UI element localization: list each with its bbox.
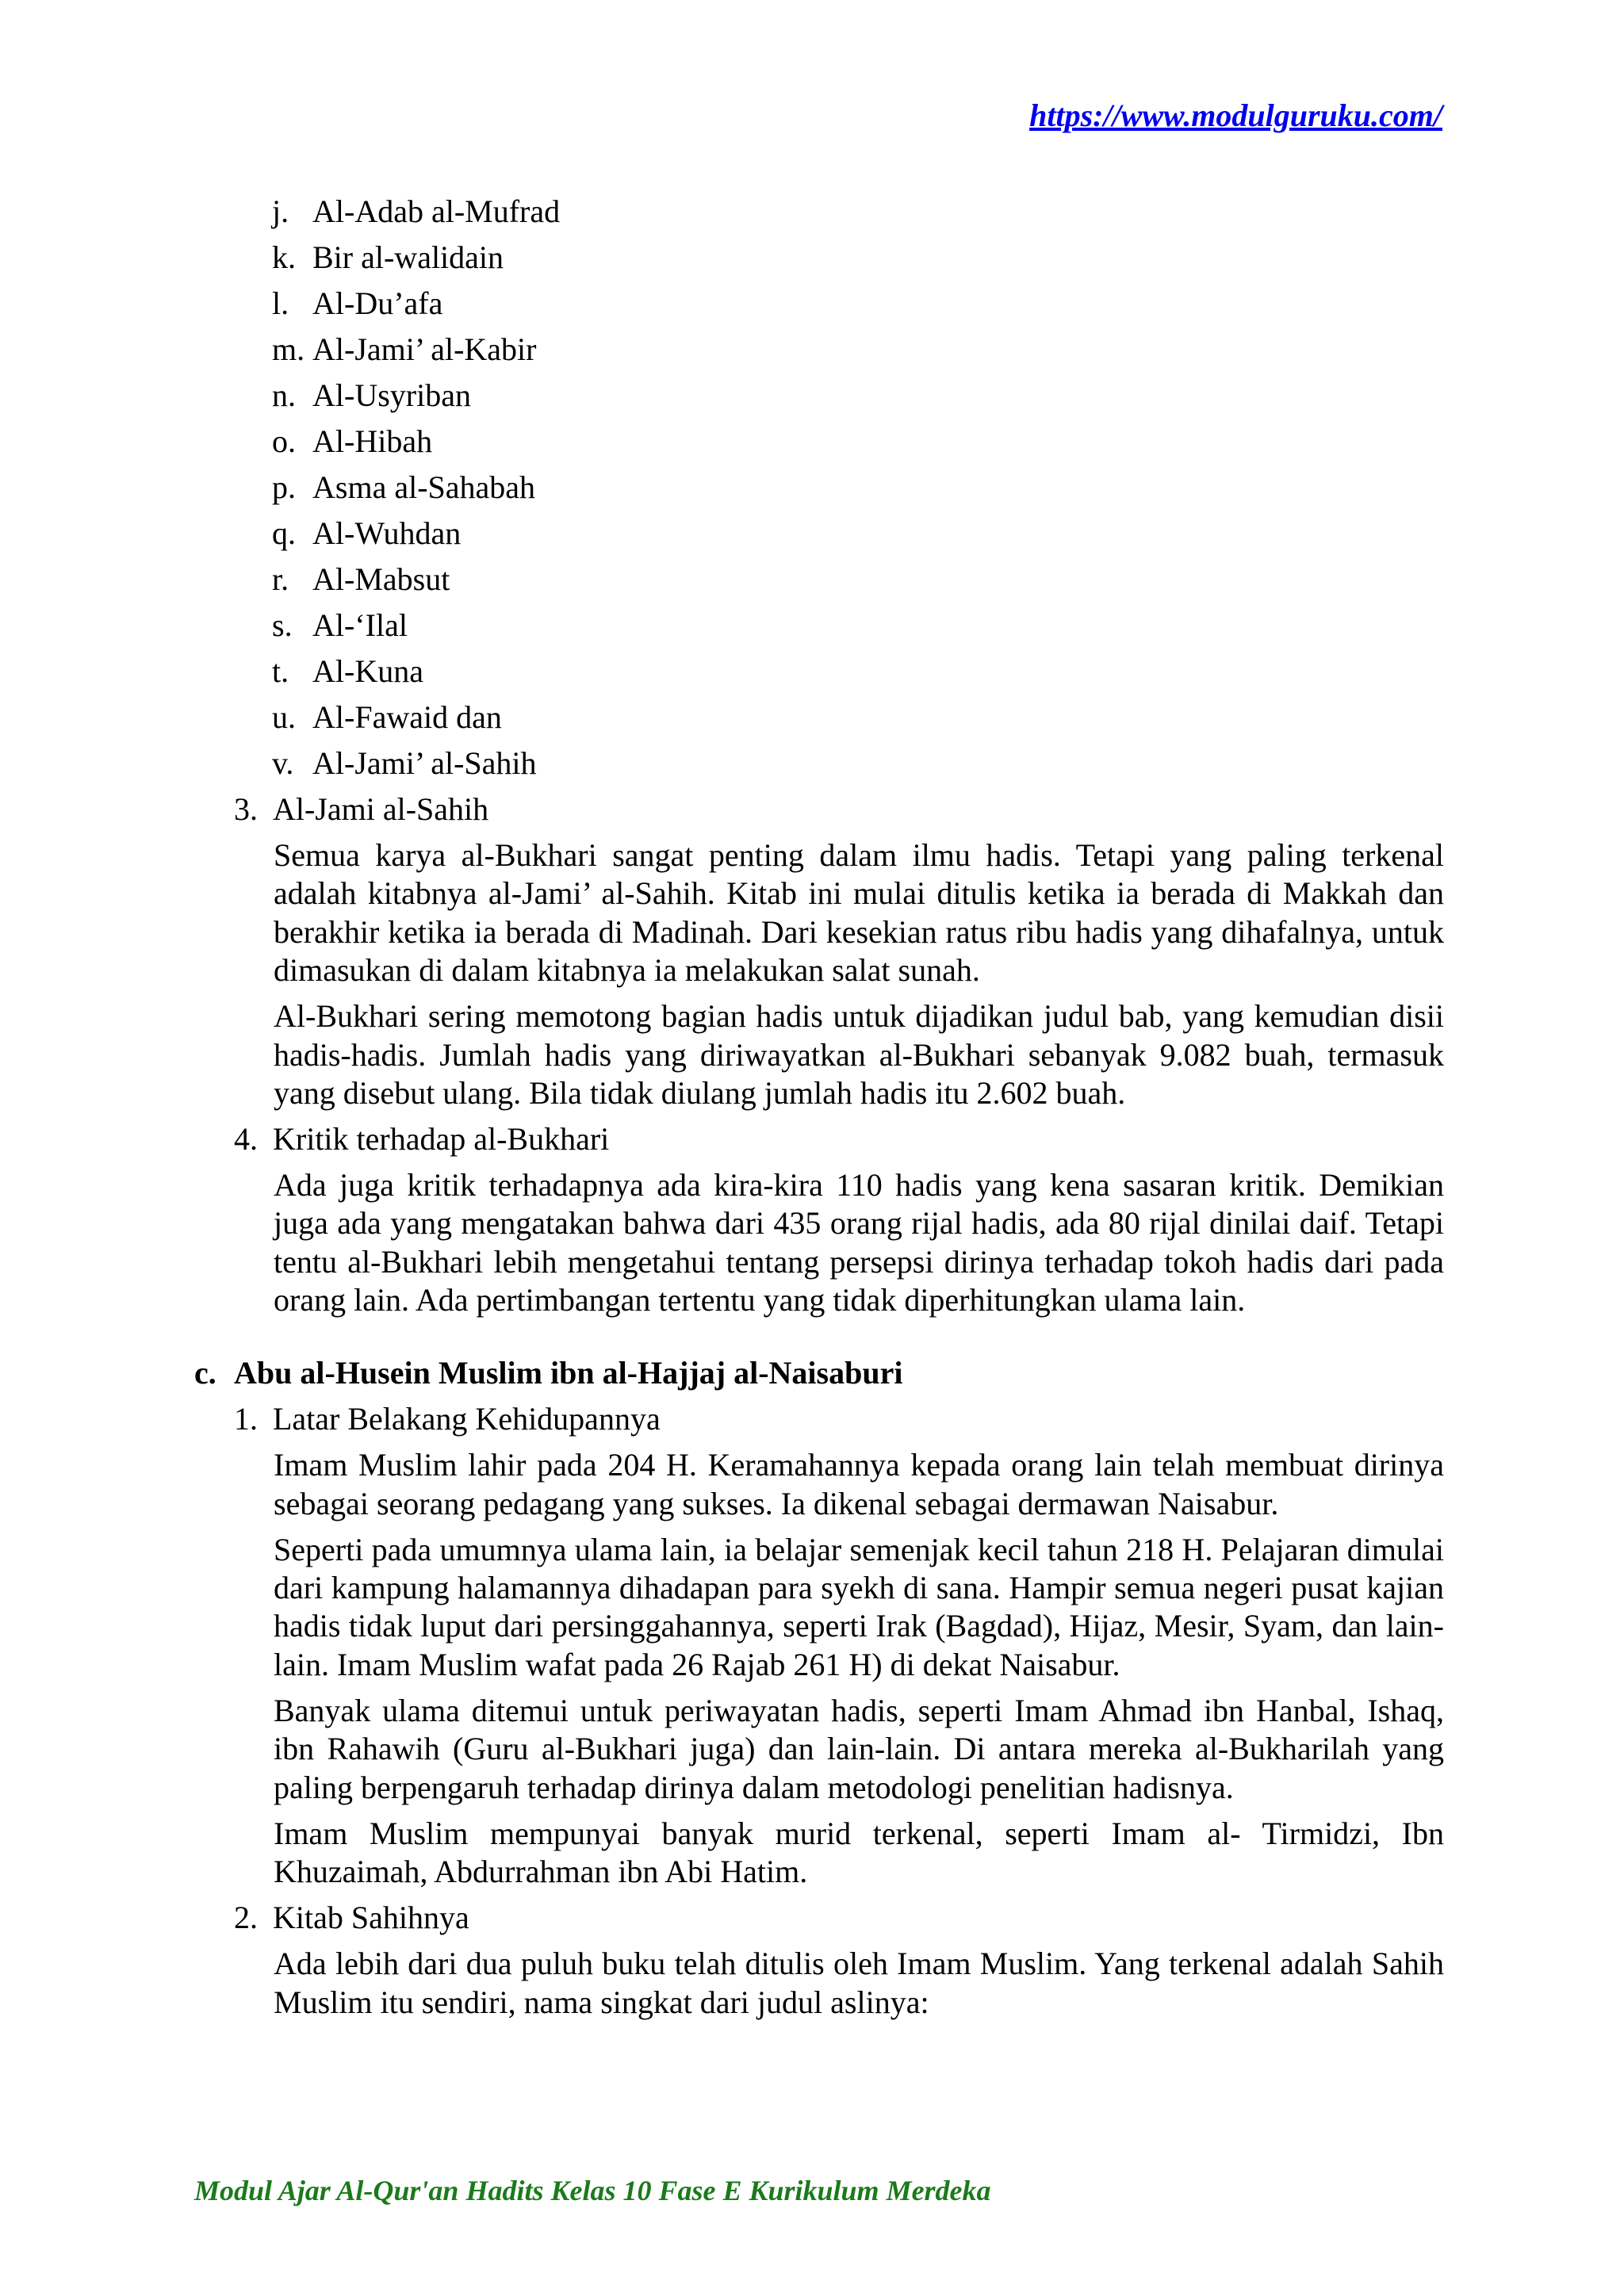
- item4-paragraph-1: Ada juga kritik terhadapnya ada kira-kira 110 hadis yang kena sasaran kritik. Demikian juga ada yang mengatakan bahwa dari 435 orang rijal hadis, ada 80 rijal dinilai daif. Tetapi tentu al-Bukhari lebih mengetahui tentang persepsi dirinya terhadap tokoh hadis dari pada orang lain. Ada pertimbangan tertentu yang tidak diperhitungkan ulama lain.: [274, 1167, 1444, 1318]
- item3-label: 3.: [234, 791, 258, 827]
- section-c-title: Abu al-Husein Muslim ibn al-Hajjaj al-Naisaburi: [234, 1355, 903, 1391]
- list-item-label: p.: [272, 469, 296, 505]
- list-item-text: Al-Fawaid dan: [312, 699, 502, 735]
- section-c-item2-title: Kitab Sahihnya: [273, 1900, 469, 1936]
- list-item-label: k.: [272, 239, 296, 275]
- list-item-label: u.: [272, 699, 296, 735]
- header-url-link[interactable]: https://www.modulguruku.com/: [1029, 98, 1442, 133]
- section-c-label: c.: [194, 1355, 216, 1391]
- section-c-item2-heading: [0, 1899, 1624, 1945]
- list-item-label: s.: [272, 607, 293, 643]
- item4-title: Kritik terhadap al-Bukhari: [273, 1121, 610, 1158]
- item3-heading: [0, 790, 1624, 836]
- list-item-text: Al-Jami’ al-Kabir: [312, 331, 537, 367]
- list-item: [0, 285, 1624, 331]
- section-c-heading: [0, 1354, 1624, 1400]
- section-c-item1-title: Latar Belakang Kehidupannya: [273, 1401, 661, 1437]
- list-item-text: Al-Du’afa: [312, 285, 443, 321]
- list-item-label: m.: [272, 331, 305, 367]
- list-item-label: q.: [272, 515, 296, 551]
- list-item: [0, 652, 1624, 698]
- list-item-text: Al-Mabsut: [312, 561, 450, 597]
- list-item-text: Al-Jami’ al-Sahih: [312, 745, 537, 781]
- section-c-item1-label: 1.: [234, 1401, 258, 1437]
- item3-paragraph-2: Al-Bukhari sering memotong bagian hadis untuk dijadikan judul bab, yang kemudian disii hadis-hadis. Jumlah hadis yang diriwayatkan al-Bukhari sebanyak 9.082 buah, termasuk yang disebut ulang. Bila tidak diulang jumlah hadis itu 2.602 buah.: [274, 998, 1444, 1112]
- section-c-item1-paragraph-1: Imam Muslim lahir pada 204 H. Keramahannya kepada orang lain telah membuat dirinya sebagai seorang pedagang yang sukses. Ia dikenal sebagai dermawan Naisabur.: [274, 1447, 1444, 1521]
- section-c-item1-paragraph-3: Banyak ulama ditemui untuk periwayatan hadis, seperti Imam Ahmad ibn Hanbal, Ishaq, ibn Rahawih (Guru al-Bukhari juga) dan lain-lain. Di antara mereka al-Bukharilah yang paling berpengaruh terhadap dirinya dalam metodologi penelitian hadisnya.: [274, 1692, 1444, 1805]
- list-item-text: Al-Hibah: [312, 423, 433, 459]
- list-item-text: Bir al-walidain: [312, 239, 504, 275]
- list-item-label: j.: [272, 193, 289, 229]
- item4-heading: [0, 1120, 1624, 1166]
- list-item-label: n.: [272, 377, 296, 413]
- list-item-label: t.: [272, 653, 289, 689]
- section-c-item2-label: 2.: [234, 1900, 258, 1936]
- list-item: [0, 698, 1624, 744]
- list-item: [0, 469, 1624, 515]
- list-item: [0, 377, 1624, 423]
- list-item-label: l.: [272, 285, 289, 321]
- list-item: [0, 515, 1624, 561]
- list-item: [0, 561, 1624, 607]
- page-footer: Modul Ajar Al-Qur'an Hadits Kelas 10 Fase E Kurikulum Merdeka: [194, 2175, 991, 2206]
- section-c-item1-heading: [0, 1400, 1624, 1446]
- list-item-label: v.: [272, 745, 294, 781]
- item4-label: 4.: [234, 1121, 258, 1158]
- section-spacer: [0, 1327, 1624, 1354]
- list-item: [0, 423, 1624, 469]
- list-item: [0, 239, 1624, 285]
- list-item-text: Al-‘Ilal: [312, 607, 408, 643]
- list-item: [0, 193, 1624, 239]
- section-c-item1-paragraph-4: Imam Muslim mempunyai banyak murid terkenal, seperti Imam al- Tirmidzi, Ibn Khuzaimah, Abdurrahman ibn Abi Hatim.: [274, 1815, 1444, 1890]
- list-item-text: Al-Usyriban: [312, 377, 471, 413]
- list-item: [0, 607, 1624, 652]
- section-c-item2-paragraph-1: Ada lebih dari dua puluh buku telah ditulis oleh Imam Muslim. Yang terkenal adalah Sahih Muslim itu sendiri, nama singkat dari judul aslinya:: [274, 1946, 1444, 2020]
- item3-paragraph-1: Semua karya al-Bukhari sangat penting dalam ilmu hadis. Tetapi yang paling terkenal adalah kitabnya al-Jami’ al-Sahih. Kitab ini mulai ditulis ketika ia berada di Makkah dan berakhir ketika ia berada di Madinah. Dari kesekian ratus ribu hadis yang dihafalnya, untuk dimasukan di dalam kitabnya ia melakukan salat sunah.: [274, 837, 1444, 989]
- list-item: [0, 744, 1624, 790]
- list-item-label: r.: [272, 561, 289, 597]
- sublist: [0, 193, 1624, 790]
- item3-title: Al-Jami al-Sahih: [273, 791, 489, 827]
- section-c-item1-paragraph-2: Seperti pada umumnya ulama lain, ia belajar semenjak kecil tahun 218 H. Pelajaran dimulai dari kampung halamannya dihadapan para syekh di sana. Hampir semua negeri pusat kajian hadis tidak luput dari persinggahannya, seperti Irak (Bagdad), Hijaz, Mesir, Syam, dan lain-lain. Imam Muslim wafat pada 26 Rajab 261 H) di dekat Naisabur.: [274, 1531, 1444, 1682]
- list-item-text: Al-Kuna: [312, 653, 423, 689]
- list-item-text: Al-Adab al-Mufrad: [312, 193, 561, 229]
- list-item: [0, 331, 1624, 377]
- list-item-label: o.: [272, 423, 296, 459]
- page-content: [0, 193, 1624, 2030]
- list-item-text: Asma al-Sahabah: [312, 469, 536, 505]
- list-item-text: Al-Wuhdan: [312, 515, 462, 551]
